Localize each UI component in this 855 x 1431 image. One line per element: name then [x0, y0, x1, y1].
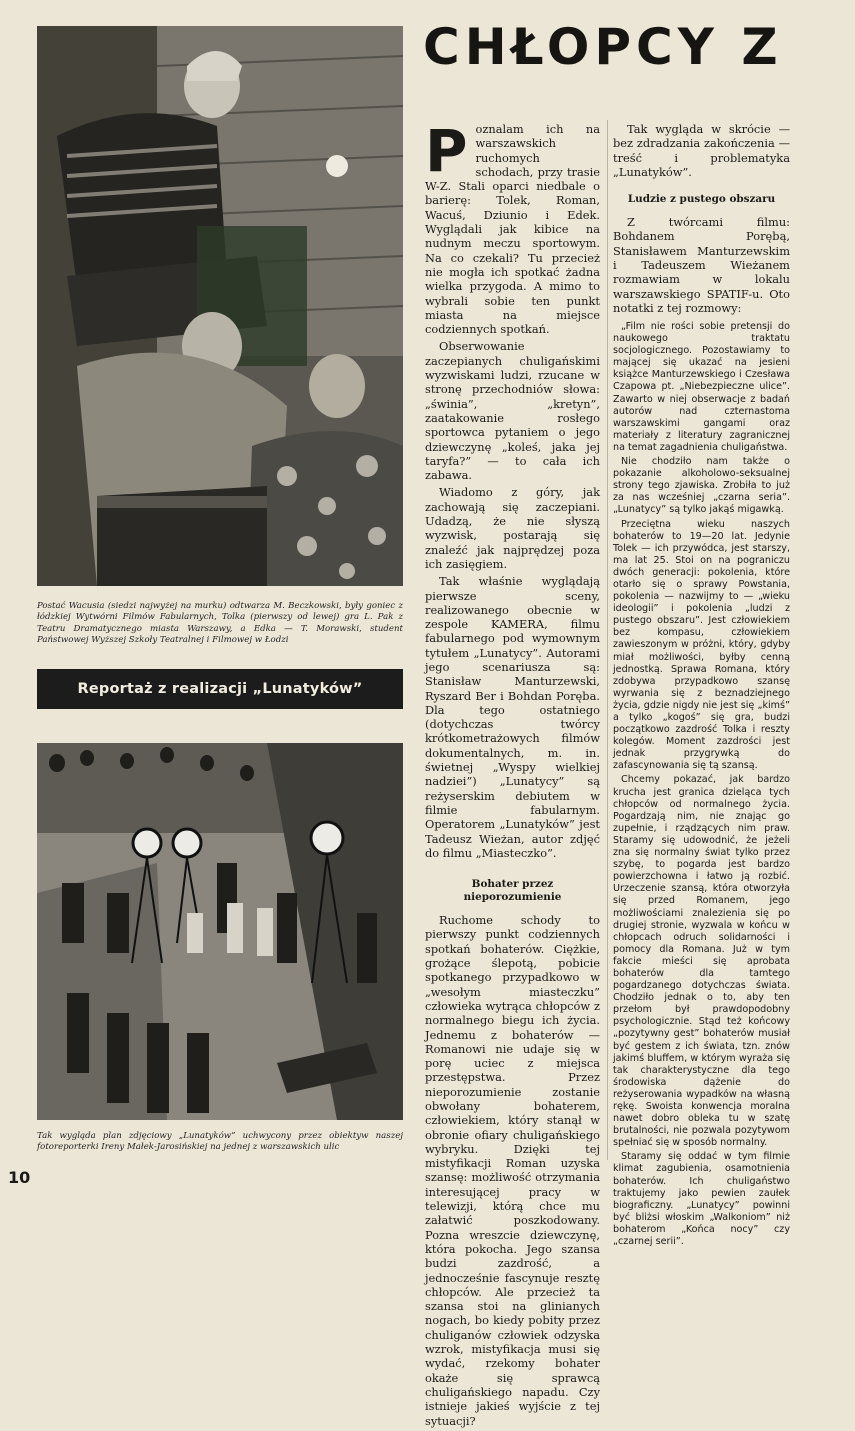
interview-notes: [613, 321, 790, 1250]
quote-paragraph: Staramy się oddać w tym filmie klimat zagubienia, osamotnienia bohaterów. Ich chuligaństwo traktujemy jako pewien zaułek biograficzny. „Lunatycy” powinni być bliżsi włoskim „Walkoniom” niż bohaterom „Końca nocy” czy „czarnej serii”.: [613, 1151, 790, 1248]
paragraph: Z twórcami filmu: Bohdanem Porębą, Stanisławem Manturzewskim i Tadeuszem Wieżanem rozmawiam w lokalu warszawskiego SPATIF-u. Oto notatki z tej rozmowy:: [613, 215, 790, 315]
paragraph: Obserwowanie zaczepianych chuligańskimi wyzwiskami ludzi, rzucane w stronę przechodniów słowa: „świnia”, „kretyn”, zaatakowanie rosłego sportowca pytaniem o jego dziewczynę „koleś, jaka jej taryfa?” — to cała ich zabawa.: [425, 339, 600, 483]
quote-paragraph: Przeciętna wieku naszych bohaterów to 19—20 lat. Jedynie Tolek — ich przywódca, jest starszy, ma lat 25. Stoi on na pograniczu dwóch generacji: pokolenia, które otarło się o sprawy Powstania, pokolenia — nazwijmy to — „wieku ideologii” i pokolenia „ludzi z pustego obszaru”. Jest człowiekiem bez kompasu, człowiekiem zawieszonym w próżni, który, gdyby miał możliwości, byłby cenną jednostką. Sprawa Romana, który zdobywa przypadkowo szansę wyrwania się z beznadziejnego życia, gdzie nigdy nie jest się „kimś” a tylko „kogoś” się gra, budzi początkowo zazdrość Tolka i reszty kolegów. Moment zazdrości jest jednak przygrywką do zafascynowania się tą szansą.: [613, 518, 790, 772]
quote-paragraph: „Film nie rości sobie pretensji do naukowego traktatu socjologicznego. Pozostawiamy to mającej się ukazać na jesieni książce Manturzewskiego i Czesława Czapowa pt. „Niebezpieczne ulice”. Zawarto w niej obserwacje z badań autorów nad czternastoma warszawskimi gangami oraz materiały z literatury zagranicznej na temat zagadnienia chuligaństwa.: [613, 321, 790, 453]
section-banner: Reportaż z realizacji „Lunatyków”: [37, 669, 403, 709]
caption-top: Postać Wacusia (siedzi najwyżej na murku) odtwarza M. Beczkowski, były goniec z łódzkiej Wytwórni Filmów Fabularnych, Tolka (pierwszy od lewej) gra L. Pak z Teatru Dramatycznego miasta Warszawy, a Edka — T. Morawski, student Państwowej Wyższej Szkoły Teatralnej i Filmowej w Łodzi: [37, 601, 403, 646]
photo-film-set: [37, 743, 403, 1120]
photo-actors-wall: [37, 26, 403, 586]
paragraph: Tak wygląda w skrócie — bez zdradzania zakończenia — treść i problematyka „Lunatyków”.: [613, 122, 790, 179]
drop-cap: P: [425, 117, 468, 185]
quote-paragraph: Nie chodziło nam także o pokazanie alkoholowo-seksualnej strony tego zjawiska. Zrobiła to już za nas wcześniej „czarna seria”. „Lunatycy” są tylko jakąś migawką.: [613, 456, 790, 516]
lead-paragraph: Poznalam ich na warszawskich ruchomych schodach, przy trasie W-Z. Stali oparci niedbale o barierę: Tolek, Roman, Wacuś, Dziunio i Edek. Wyglądali jak kibice na nudnym meczu sportowym. Na co czekali? Tu przecież nie mogła ich spotkać żadna wielka przygoda. A mimo to wybrali sobie ten punkt miasta na miejsce codziennych spotkań.: [425, 117, 600, 337]
paragraph: Tak właśnie wyglądają pierwsze sceny, realizowanego obecnie w zespole KAMERA, filmu fabularnego pod wymownym tytułem „Lunatycy”. Autorami jego scenariusza są: Stanisław Manturzewski, Ryszard Ber i Bohdan Poręba. Dla tego ostatniego (dotychczas twórcy krótkometrażowych filmów dokumentalnych, m. in. świetnej „Wyspy wielkiej nadziei”) „Lunatycy” są reżyserskim debiutem w filmie fabularnym. Operatorem „Lunatyków” jest Tadeusz Wieżan, autor zdjęć do filmu „Miasteczko”.: [425, 574, 600, 860]
article-column-1: [425, 117, 600, 1431]
article-column-2-intro: [613, 122, 790, 318]
article-title: CHŁOPCY Z: [423, 18, 783, 76]
quote-paragraph: Chcemy pokazać, jak bardzo krucha jest granica dzieląca tych chłopców od normalnego życia. Pogardzają nim, nie znając go zupełnie, i rządzących nim praw. Staramy się udowodnić, że jeżeli zna się normalny świat tylko przez szybę, to pogarda jest bardzo powierzchowna i łatwo ją rozbić. Urzeczenie szansą, która otworzyła się przed Romanem, jego możliwościami znalezienia się po drugiej stronie, wyzwala w końcu w chłopcach odruch solidarności i pomocy dla Romana. Już w tym fakcie mieści się aprobata bohaterów dla tamtego pogardzanego dotychczas świata. Chodziło jednak o to, aby ten przełom był prawdopodobny psychologicznie. Stąd też końcowy „pozytywny gest” bohaterów musiał być gestem z ich świata, tzn. znów jakimś bluffem, w którym wyraża się tak charakterystyczne dla tego środowiska dążenie do reżyserowania wypadków na własną rękę. Swoista konwencja moralna nawet dobro obleka tu w szatę brutalności, nie pozwala pozytywom spełniać się w sposób normalny.: [613, 774, 790, 1149]
section-heading: Ludzie z pustego obszaru: [627, 193, 776, 206]
page-number: 10: [8, 1168, 31, 1187]
caption-bottom: Tak wygląda plan zdjęciowy „Lunatyków” uchwycony przez obiektyw naszej fotoreporterki Ireny Małek-Jarosińskiej na jednej z warszawskich ulic: [37, 1131, 403, 1153]
paragraph: Ruchome schody to pierwszy punkt codziennych spotkań bohaterów. Ciężkie, grożące ślepotą, pobicie spotkanego przypadkowo w „wesołym miasteczku” człowieka wytrąca chłopców z normalnego biegu ich życia. Jednemu z bohaterów — Romanowi nie udaje się w porę uciec z miejsca przestępstwa. Przez nieporozumienie zostanie obwołany bohaterem, człowiekiem, który stanął w obronie ofiary chuligańskiego wybryku. Dzięki tej mistyfikacji Roman uzyska szansę: możliwość otrzymania interesującej pracy w telewizji, którą chce mu załatwić poszkodowany. Pozna wreszcie dziewczynę, która pokocha. Jego szansa budzi zazdrość, a jednocześnie fascynuje resztę chłopców. Ale przecież ta szansa stoi na glinianych nogach, bo kiedy pobity przez chuliganów człowiek odzyska wzrok, mistyfikacja musi się wydać, rzekomy bohater okaże się sprawcą chuligańskiego napadu. Czy istnieje jakieś wyjście z tej sytuacji?: [425, 913, 600, 1428]
paragraph: Wiadomo z góry, jak zachowają się zaczepiani. Udadzą, że nie słyszą wyzwisk, postarają się znaleźć jak najprędzej poza ich zasięgiem.: [425, 485, 600, 571]
section-heading: Bohater przez nieporozumienie: [463, 878, 562, 904]
column-divider: [607, 120, 608, 1160]
